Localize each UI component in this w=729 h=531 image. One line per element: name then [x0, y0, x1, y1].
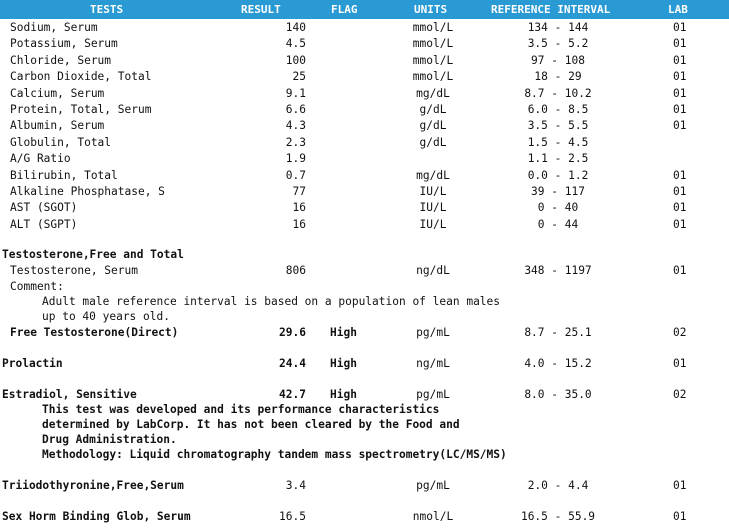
test-lab: 01	[673, 21, 687, 34]
test-lab: 01	[673, 168, 687, 182]
estradiol-note: Methodology: Liquid chromatography tandem mass spectrometry(LC/MS/MS)	[42, 448, 507, 461]
test-name: Estradiol, Sensitive	[2, 388, 137, 401]
test-units: pg/mL	[416, 479, 450, 492]
test-reference: 18 - 29	[534, 70, 582, 84]
table-row	[0, 326, 729, 342]
header-tests: TESTS	[90, 3, 124, 16]
test-lab: 01	[673, 357, 687, 370]
test-result: 42.7	[279, 388, 306, 401]
test-reference: 134 - 144	[527, 21, 589, 34]
test-reference: 348 - 1197	[524, 264, 592, 277]
test-name: AST (SGOT)	[10, 201, 78, 215]
test-flag: High	[330, 388, 357, 401]
table-header	[0, 0, 729, 19]
header-reference-interval: REFERENCE INTERVAL	[491, 3, 611, 16]
test-lab: 01	[673, 264, 687, 277]
table-row	[0, 152, 729, 168]
estradiol-note: This test was developed and its performance characteristics	[42, 403, 440, 416]
table-row	[0, 201, 729, 217]
header-units: UNITS	[414, 3, 448, 16]
test-units: g/dL	[419, 103, 447, 116]
test-reference: 1.1 - 2.5	[527, 152, 589, 166]
test-name: Alkaline Phosphatase, S	[10, 185, 165, 198]
header-result: RESULT	[241, 3, 281, 16]
comment-line: up to 40 years old.	[42, 310, 170, 323]
table-row	[0, 264, 729, 280]
test-result: 4.3	[285, 119, 306, 133]
test-units: ng/dL	[416, 264, 450, 277]
test-units: mmol/L	[412, 53, 454, 67]
test-result: 6.6	[285, 103, 306, 116]
test-reference: 1.5 - 4.5	[527, 135, 589, 149]
test-reference: 8.0 - 35.0	[524, 388, 592, 401]
test-name: Chloride, Serum	[10, 53, 112, 67]
test-lab: 01	[673, 185, 687, 198]
test-units: mmol/L	[412, 37, 454, 51]
test-reference: 0.0 - 1.2	[527, 168, 589, 182]
test-lab: 02	[673, 388, 687, 401]
test-lab: 01	[673, 103, 687, 116]
test-name: Albumin, Serum	[10, 119, 105, 133]
test-units: mg/dL	[416, 168, 450, 182]
test-units: IU/L	[419, 201, 447, 215]
estradiol-note: Drug Administration.	[42, 433, 177, 446]
test-result: 4.5	[285, 37, 306, 51]
test-name: Globulin, Total	[10, 135, 112, 149]
test-result: 3.4	[285, 479, 306, 492]
test-result: 77	[292, 185, 306, 198]
test-units: nmol/L	[412, 510, 454, 523]
test-units: g/dL	[419, 119, 447, 133]
test-name: Testosterone, Serum	[10, 264, 138, 277]
test-name: Protein, Total, Serum	[10, 103, 152, 116]
test-lab: 01	[673, 510, 687, 523]
test-reference: 39 - 117	[531, 185, 585, 198]
test-units: IU/L	[419, 217, 447, 231]
table-row	[0, 37, 729, 53]
test-lab: 02	[673, 326, 687, 339]
test-reference: 8.7 - 25.1	[524, 326, 592, 339]
test-name: Triiodothyronine,Free,Serum	[2, 479, 184, 492]
test-result: 24.4	[279, 357, 306, 370]
table-row	[0, 54, 729, 70]
section-title-testosterone: Testosterone,Free and Total	[2, 248, 184, 261]
comment-line: Adult male reference interval is based on a population of lean males	[42, 295, 501, 308]
test-result: 29.6	[279, 326, 306, 339]
test-units: IU/L	[419, 185, 447, 198]
test-reference: 2.0 - 4.4	[527, 479, 589, 492]
test-name: Sex Horm Binding Glob, Serum	[2, 510, 191, 523]
test-name: Calcium, Serum	[10, 86, 105, 100]
test-name: Potassium, Serum	[10, 37, 118, 51]
test-name: A/G Ratio	[10, 152, 71, 166]
test-units: mg/dL	[416, 86, 450, 100]
test-result: 9.1	[285, 86, 306, 100]
test-reference: 4.0 - 15.2	[524, 357, 592, 370]
table-row	[0, 479, 729, 495]
test-units: pg/mL	[416, 388, 450, 401]
test-units: mmol/L	[412, 21, 454, 34]
estradiol-note: determined by LabCorp. It has not been cleared by the Food and	[42, 418, 460, 431]
table-row	[0, 87, 729, 103]
test-lab: 01	[673, 217, 687, 231]
test-units: g/dL	[419, 135, 447, 149]
test-units: ng/mL	[416, 357, 450, 370]
test-lab: 01	[673, 70, 687, 84]
table-row	[0, 357, 729, 373]
test-reference: 8.7 - 10.2	[524, 86, 592, 100]
test-reference: 0 - 44	[537, 217, 579, 231]
test-name: Sodium, Serum	[10, 21, 98, 34]
header-flag: FLAG	[331, 3, 358, 16]
test-result: 16	[292, 201, 306, 215]
test-flag: High	[330, 326, 357, 339]
test-result: 25	[292, 70, 306, 84]
test-name: Prolactin	[2, 357, 63, 370]
header-lab: LAB	[668, 3, 688, 16]
table-row	[0, 218, 729, 234]
test-reference: 3.5 - 5.2	[527, 37, 589, 51]
test-lab: 01	[673, 86, 687, 100]
test-result: 100	[285, 53, 306, 67]
test-name: Carbon Dioxide, Total	[10, 70, 152, 84]
comment-label: Comment:	[10, 280, 64, 293]
test-result: 16	[292, 217, 306, 231]
table-row	[0, 510, 729, 526]
test-result: 2.3	[285, 135, 306, 149]
test-lab: 01	[673, 479, 687, 492]
table-row	[0, 185, 729, 201]
test-result: 806	[285, 264, 306, 277]
table-row	[0, 103, 729, 119]
test-lab: 01	[673, 119, 687, 133]
test-name: Bilirubin, Total	[10, 168, 118, 182]
table-row	[0, 136, 729, 152]
test-lab: 01	[673, 53, 687, 67]
test-result: 16.5	[279, 510, 306, 523]
test-reference: 16.5 - 55.9	[520, 510, 596, 523]
test-result: 1.9	[285, 152, 306, 166]
test-reference: 0 - 40	[537, 201, 579, 215]
test-name: ALT (SGPT)	[10, 217, 78, 231]
test-flag: High	[330, 357, 357, 370]
test-result: 0.7	[285, 168, 306, 182]
table-row	[0, 388, 729, 404]
test-name: Free Testosterone(Direct)	[10, 326, 179, 339]
test-lab: 01	[673, 201, 687, 215]
table-row	[0, 169, 729, 185]
test-reference: 97 - 108	[531, 53, 585, 67]
test-result: 140	[285, 21, 306, 34]
test-reference: 6.0 - 8.5	[527, 103, 589, 116]
table-row	[0, 119, 729, 135]
table-row	[0, 70, 729, 86]
test-lab: 01	[673, 37, 687, 51]
table-row	[0, 21, 729, 37]
test-units: pg/mL	[416, 326, 450, 339]
test-reference: 3.5 - 5.5	[527, 119, 589, 133]
test-units: mmol/L	[412, 70, 454, 84]
